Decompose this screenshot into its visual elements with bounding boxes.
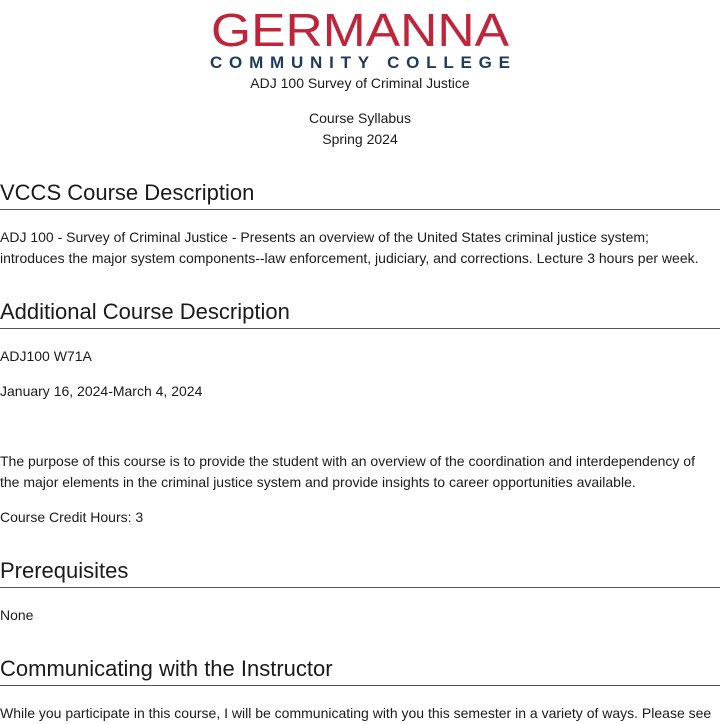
credit-hours: Course Credit Hours: 3 — [0, 509, 144, 525]
document-type: Course Syllabus — [309, 110, 411, 126]
prerequisites-text: None — [0, 607, 34, 623]
vccs-description-text: ADJ 100 - Survey of Criminal Justice - Presents an overview of the United States criminal justice system; introduces the major system components--law enforcement, judiciary, and corrections. Lecture 3 hours per week. — [0, 229, 699, 266]
heading-additional-course-description: Additional Course Description — [0, 299, 720, 329]
heading-communicating-with-instructor: Communicating with the Instructor — [0, 656, 720, 686]
course-dates: January 16, 2024-March 4, 2024 — [0, 383, 203, 399]
communicating-text: While you participate in this course, I will be communicating with you this semester in a variety of ways. Please see — [0, 705, 712, 721]
term: Spring 2024 — [322, 131, 398, 147]
section-code: ADJ100 W71A — [0, 348, 92, 364]
course-title: ADJ 100 Survey of Criminal Justice — [250, 75, 470, 91]
heading-vccs-course-description: VCCS Course Description — [0, 180, 720, 210]
heading-prerequisites: Prerequisites — [0, 558, 720, 588]
college-logo — [209, 4, 511, 70]
logo-wordmark: GERMANNA — [211, 4, 510, 56]
logo-subtitle: COMMUNITY COLLEGE — [210, 53, 510, 70]
course-purpose-text: The purpose of this course is to provide the student with an overview of the coordination and interdependency of the major elements in the criminal justice system and provide insights to career opportunities available. — [0, 453, 695, 490]
